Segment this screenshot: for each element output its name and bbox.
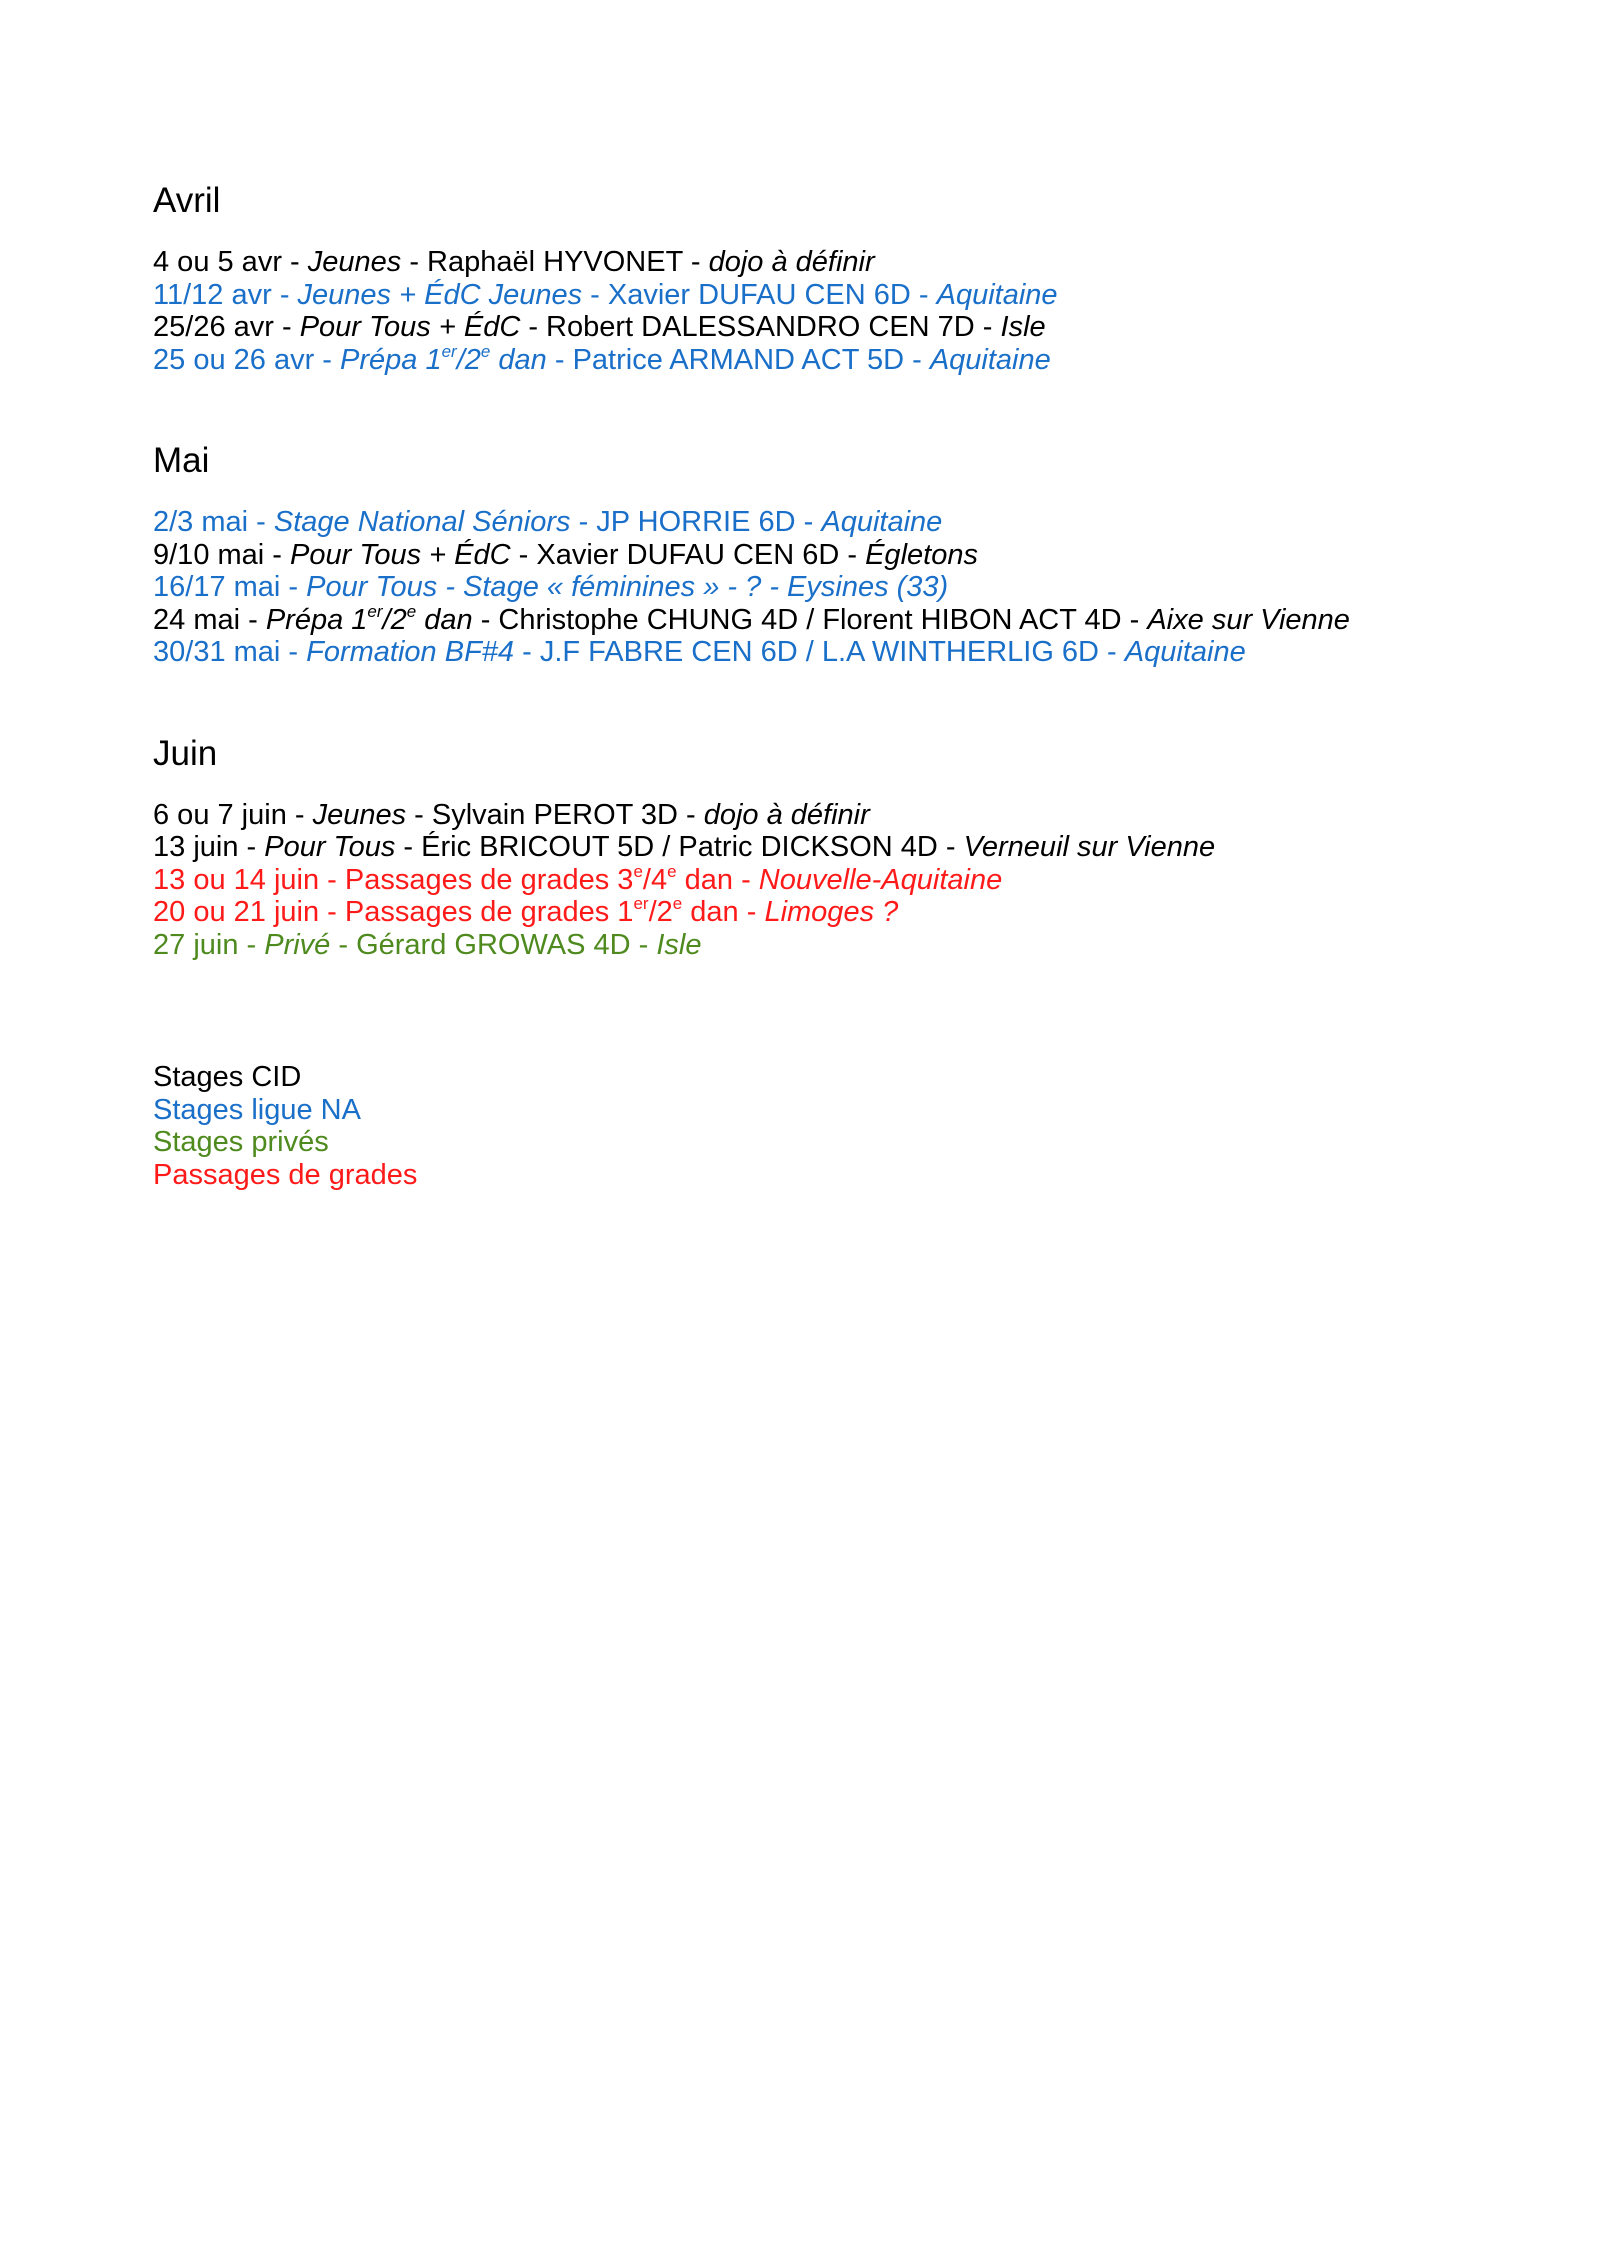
entry-text: Jeunes + ÉdC Jeunes: [297, 278, 583, 311]
entry-text: 9/10 mai -: [153, 538, 290, 571]
superscript-text: e: [667, 861, 677, 881]
entry-text: dan: [416, 603, 473, 636]
entry-text: /4: [642, 863, 668, 896]
entry-text: Isle: [656, 928, 702, 961]
legend-item: Stages CID: [153, 1061, 302, 1093]
entry-text: dan -: [682, 896, 765, 928]
entry-text: 13 ou 14 juin - Passages de grades 3: [153, 863, 634, 896]
event-entry: [153, 341, 1553, 377]
legend-item: Stages privés: [153, 1126, 329, 1158]
entry-text: /2: [382, 603, 407, 636]
superscript-text: e: [633, 861, 643, 881]
entry-text: Prépa 1: [265, 603, 368, 636]
entry-text: - Patrice ARMAND ACT 5D -: [546, 343, 930, 376]
entry-text: - JP HORRIE 6D -: [570, 506, 822, 538]
entry-text: - Éric BRICOUT 5D / Patric DICKSON 4D -: [395, 831, 964, 863]
entry-text: 6 ou 7 juin -: [153, 798, 313, 831]
entry-text: dan: [490, 343, 547, 376]
entry-text: - Raphaël HYVONET -: [401, 246, 709, 278]
event-list: [153, 246, 1553, 376]
event-entry: [153, 896, 1553, 929]
legend-item: Stages ligue NA: [153, 1093, 361, 1126]
entry-text: Aquitaine: [936, 278, 1058, 311]
entry-text: /2: [456, 343, 481, 376]
entry-text: Stage National Séniors: [273, 506, 571, 538]
entry-text: 13 juin -: [153, 831, 265, 863]
event-entry: [153, 506, 1553, 539]
entry-text: Limoges ?: [764, 896, 899, 928]
entry-text: 11/12 avr -: [153, 278, 298, 311]
legend-item: Passages de grades: [153, 1158, 418, 1191]
entry-text: Pour Tous: [264, 831, 396, 863]
entry-text: Prépa 1: [340, 343, 442, 376]
entry-text: 25 ou 26 avr -: [153, 343, 340, 376]
entry-text: dojo à définir: [703, 798, 870, 831]
month-section-avril: [153, 178, 1553, 376]
entry-text: 25/26 avr -: [153, 311, 300, 343]
event-entry: [153, 539, 1553, 572]
event-entry: [153, 861, 1553, 897]
entry-text: Pour Tous + ÉdC: [290, 538, 511, 571]
entry-text: Formation BF#4: [306, 636, 515, 668]
month-heading: Mai: [153, 441, 210, 480]
month-section-juin: [153, 731, 1553, 962]
calendar-sections: [153, 178, 1553, 961]
entry-text: dan -: [676, 863, 759, 896]
entry-text: 24 mai -: [153, 603, 266, 636]
entry-text: Privé: [264, 928, 331, 961]
event-entry: [153, 279, 1553, 312]
entry-text: Jeunes: [307, 246, 402, 278]
entry-text: Jeunes: [312, 798, 407, 831]
superscript-text: er: [441, 341, 457, 361]
entry-text: 4 ou 5 avr -: [153, 246, 308, 278]
month-heading: Juin: [153, 733, 218, 773]
entry-text: 30/31 mai -: [153, 636, 307, 668]
entry-text: Isle: [1000, 311, 1046, 343]
event-entry: [153, 636, 1553, 669]
event-entry: [153, 311, 1553, 344]
entry-text: - J.F FABRE CEN 6D / L.A WINTHERLIG 6D -: [514, 636, 1125, 668]
event-entry: [153, 601, 1553, 637]
superscript-text: e: [480, 341, 491, 361]
entry-text: Aquitaine: [1124, 636, 1246, 668]
superscript-text: e: [406, 601, 417, 621]
entry-text: - Gérard GROWAS 4D -: [330, 928, 657, 961]
entry-text: - Christophe CHUNG 4D / Florent HIBON ACT 4D -: [472, 603, 1148, 636]
month-section-mai: [153, 438, 1553, 669]
event-entry: [153, 799, 1553, 832]
superscript-text: er: [367, 601, 383, 621]
superscript-text: e: [672, 894, 683, 913]
entry-text: 16/17 mai -: [153, 571, 307, 603]
event-entry: [153, 571, 1553, 604]
superscript-text: er: [633, 894, 649, 913]
entry-text: 20 ou 21 juin - Passages de grades 1: [153, 896, 634, 928]
entry-text: - Xavier DUFAU CEN 6D -: [582, 278, 937, 311]
entry-text: 2/3 mai -: [153, 506, 274, 538]
document-page: [153, 178, 1553, 1191]
event-entry: [153, 929, 1553, 962]
month-heading: Avril: [153, 181, 221, 220]
entry-text: Pour Tous + ÉdC: [299, 311, 521, 343]
entry-text: /2: [648, 896, 673, 928]
entry-text: Verneuil sur Vienne: [963, 831, 1216, 863]
entry-text: dojo à définir: [708, 246, 875, 278]
entry-text: Égletons: [865, 538, 978, 571]
entry-text: Aixe sur Vienne: [1147, 603, 1350, 636]
event-list: [153, 799, 1553, 962]
entry-text: 27 juin -: [153, 928, 265, 961]
event-entry: [153, 246, 1553, 279]
entry-text: Aquitaine: [929, 343, 1051, 376]
event-list: [153, 506, 1553, 669]
entry-text: Pour Tous - Stage « féminines » - ? - Eysines (33): [306, 571, 949, 603]
entry-text: - Xavier DUFAU CEN 6D -: [510, 538, 866, 571]
event-entry: [153, 831, 1553, 864]
entry-text: Nouvelle-Aquitaine: [758, 863, 1003, 896]
entry-text: - Sylvain PEROT 3D -: [406, 798, 704, 831]
entry-text: - Robert DALESSANDRO CEN 7D -: [520, 311, 1001, 343]
entry-text: Aquitaine: [821, 506, 943, 538]
color-legend: [153, 1061, 1553, 1191]
